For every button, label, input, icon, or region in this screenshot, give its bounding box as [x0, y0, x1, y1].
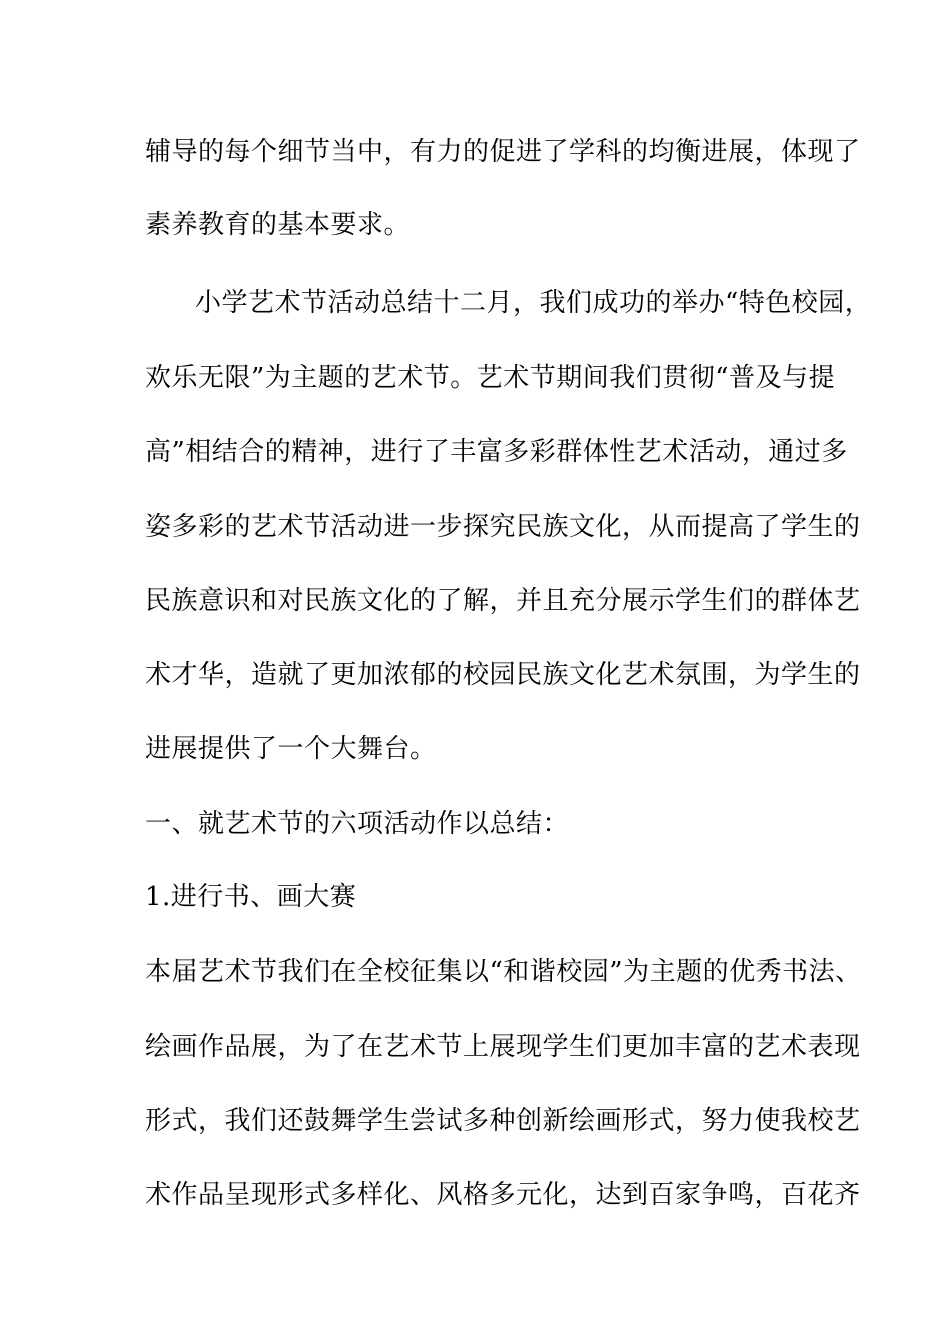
- text-line: 术作品呈现形式多样化、风格多元化，达到百家争鸣，百花齐: [145, 1180, 861, 1210]
- text-line: 形式，我们还鼓舞学生尝试多种创新绘画形式，努力使我校艺: [145, 1106, 861, 1136]
- text-line: 绘画作品展，为了在艺术节上展现学生们更加丰富的艺术表现: [145, 1032, 861, 1062]
- paragraph-first-line: 小学艺术节活动总结十二月，我们成功的举办“特色校园，: [195, 288, 872, 318]
- text-line: 姿多彩的艺术节活动进一步探究民族文化，从而提高了学生的: [145, 512, 861, 542]
- text-line: 民族意识和对民族文化的了解，并且充分展示学生们的群体艺: [145, 586, 861, 616]
- text-line: 高”相结合的精神，进行了丰富多彩群体性艺术活动，通过多: [145, 437, 848, 467]
- text-line: 欢乐无限”为主题的艺术节。艺术节期间我们贯彻“普及与提: [145, 363, 836, 393]
- section-heading: 一、就艺术节的六项活动作以总结：: [145, 809, 570, 839]
- text-line: 本届艺术节我们在全校征集以“和谐校园”为主题的优秀书法、: [145, 957, 862, 987]
- text-line: 素养教育的基本要求。: [145, 210, 411, 240]
- subsection-heading: 1.进行书、画大赛: [145, 882, 357, 912]
- text-line: 术才华，造就了更加浓郁的校园民族文化艺术氛围，为学生的: [145, 660, 861, 690]
- text-line: 进展提供了一个大舞台。: [145, 734, 437, 764]
- text-line: 辅导的每个细节当中，有力的促进了学科的均衡进展，体现了: [145, 137, 861, 167]
